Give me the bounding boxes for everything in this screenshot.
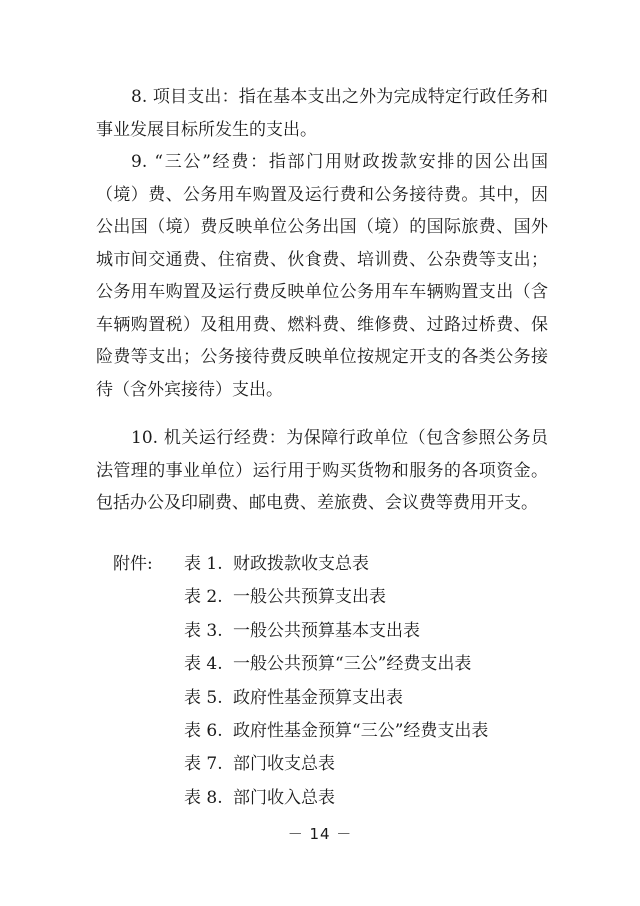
attachment-item-3 — [184, 615, 488, 648]
attachment-item-8 — [184, 782, 488, 815]
paragraph-three-public-expenses: 9. “三公”经费：指部门用财政拨款安排的因公出国（境）费、公务用车购置及运行费和公务接待费。其中，因公出国（境）费反映单位公务出国（境）的国际旅费、国外城市间交通费、住宿费、伙食费、培训费、公杂费等支出；公务用车购置及运行费反映单位公务用车车辆购置支出（含车辆购置税）及租用费、燃料费、维修费、过路过桥费、保险费等支出；公务接待费反映单位按规定开支的各类公务接待（含外宾接待）支出。 — [96, 152, 548, 400]
paragraph-agency-operating-expenses: 10. 机关运行经费：为保障行政单位（包含参照公务员法管理的事业单位）运行用于购买货物和服务的各项资金。包括办公及印刷费、邮电费、差旅费、会议费等费用开支。 — [96, 428, 548, 513]
attachment-title: 一般公共预算基本支出表 — [233, 620, 420, 641]
attachment-number: 表 5. — [184, 687, 223, 708]
attachment-item-6 — [184, 715, 488, 748]
attachment-number: 表 3. — [184, 620, 223, 641]
attachment-item-5 — [184, 682, 488, 715]
attachment-title: 政府性基金预算支出表 — [233, 687, 403, 708]
attachment-title: 一般公共预算支出表 — [233, 587, 386, 608]
attachment-item-7 — [184, 748, 488, 781]
attachment-title: 财政拨款收支总表 — [233, 554, 369, 574]
attachment-item-4 — [184, 648, 488, 681]
attachment-number: 表 8. — [184, 787, 223, 808]
attachment-item-1 — [184, 548, 488, 581]
attachment-number: 表 4. — [184, 654, 223, 675]
paragraph-project-expenditure: 8. 项目支出：指在基本支出之外为完成特定行政任务和事业发展目标所发生的支出。 — [96, 87, 548, 140]
attachment-number: 表 7. — [184, 754, 223, 775]
attachment-item-2 — [184, 581, 488, 614]
attachment-title: 一般公共预算“三公”经费支出表 — [233, 654, 472, 675]
attachment-number: 表 2. — [184, 587, 223, 608]
attachment-title: 部门收支总表 — [233, 754, 335, 775]
attachments-label: 附件: — [113, 554, 153, 574]
attachment-number: 表 6. — [184, 720, 223, 741]
attachments-list — [184, 548, 488, 815]
page-number: － 14 － — [287, 825, 353, 843]
attachment-title: 政府性基金预算“三公”经费支出表 — [233, 720, 489, 741]
attachment-number: 表 1. — [184, 554, 223, 574]
attachment-title: 部门收入总表 — [233, 787, 335, 808]
